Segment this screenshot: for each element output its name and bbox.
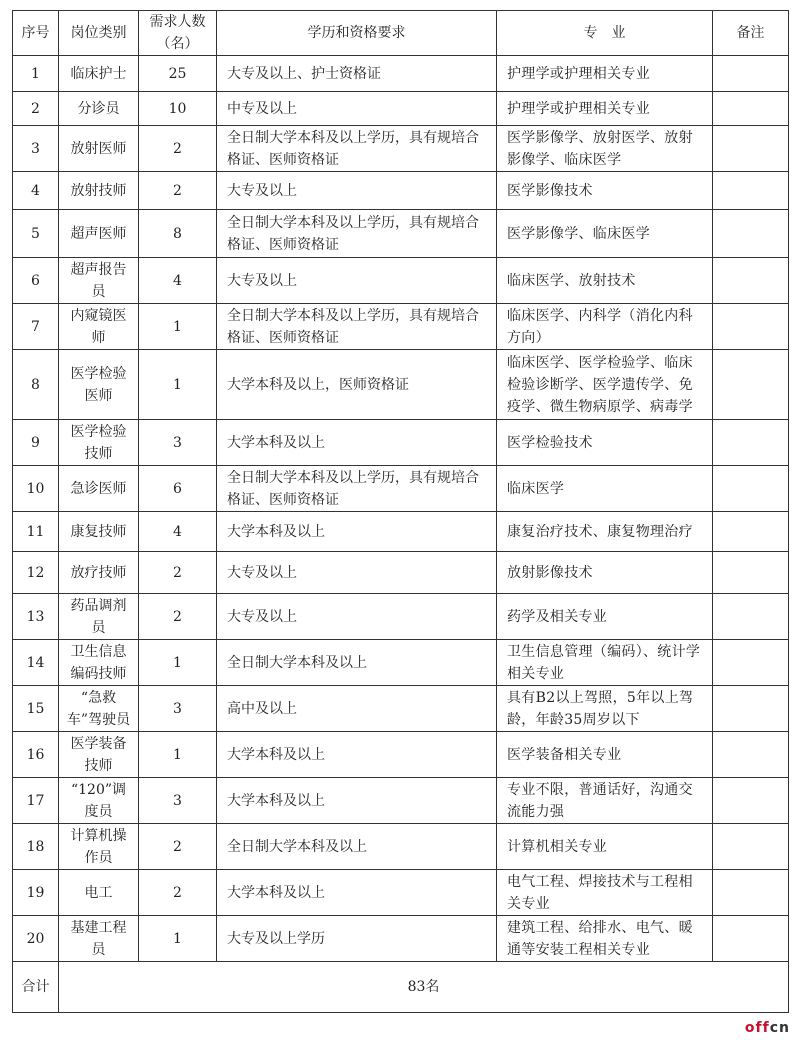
cell-major: 临床医学、内科学（消化内科方向） (497, 304, 713, 350)
cell-seq: 14 (13, 640, 59, 686)
cell-count: 2 (139, 126, 217, 172)
cell-education: 全日制大学本科及以上学历，具有规培合格证、医师资格证 (217, 126, 497, 172)
cell-remark (713, 466, 789, 512)
header-row (13, 11, 789, 56)
cell-seq: 9 (13, 420, 59, 466)
cell-remark (713, 350, 789, 420)
cell-count: 1 (139, 640, 217, 686)
cell-education: 大专及以上 (217, 552, 497, 594)
cell-education: 全日制大学本科及以上学历，具有规培合格证、医师资格证 (217, 466, 497, 512)
cell-count: 3 (139, 778, 217, 824)
cell-remark (713, 56, 789, 92)
cell-major: 建筑工程、给排水、电气、暖通等安装工程相关专业 (497, 916, 713, 962)
cell-education: 全日制大学本科及以上 (217, 640, 497, 686)
cell-count: 2 (139, 552, 217, 594)
cell-remark (713, 258, 789, 304)
header-count: 需求人数（名） (139, 11, 217, 56)
table-body (13, 56, 789, 962)
total-label: 合计 (13, 962, 59, 1013)
cell-remark (713, 126, 789, 172)
cell-seq: 13 (13, 594, 59, 640)
cell-category: 医学检验技师 (59, 420, 139, 466)
cell-seq: 3 (13, 126, 59, 172)
cell-remark (713, 172, 789, 210)
cell-education: 大专及以上 (217, 172, 497, 210)
table-row (13, 594, 789, 640)
table-row (13, 92, 789, 126)
cell-seq: 7 (13, 304, 59, 350)
cell-major: 医学装备相关专业 (497, 732, 713, 778)
cell-count: 10 (139, 92, 217, 126)
cell-major: 计算机相关专业 (497, 824, 713, 870)
cell-category: 计算机操作员 (59, 824, 139, 870)
table-row (13, 172, 789, 210)
cell-count: 2 (139, 824, 217, 870)
cell-category: 医学装备技师 (59, 732, 139, 778)
cell-seq: 20 (13, 916, 59, 962)
cell-remark (713, 916, 789, 962)
cell-remark (713, 824, 789, 870)
cell-category: 药品调剂员 (59, 594, 139, 640)
header-major: 专 业 (497, 11, 713, 56)
cell-major: 临床医学、放射技术 (497, 258, 713, 304)
cell-education: 大专及以上 (217, 258, 497, 304)
cell-education: 大专及以上、护士资格证 (217, 56, 497, 92)
cell-education: 大学本科及以上，医师资格证 (217, 350, 497, 420)
cell-major: 专业不限，普通话好，沟通交流能力强 (497, 778, 713, 824)
cell-category: 放射医师 (59, 126, 139, 172)
recruitment-table (12, 10, 789, 1013)
table-row (13, 686, 789, 732)
cell-education: 高中及以上 (217, 686, 497, 732)
cell-major: 医学影像学、临床医学 (497, 210, 713, 258)
cell-seq: 11 (13, 512, 59, 552)
cell-seq: 1 (13, 56, 59, 92)
cell-major: 临床医学、医学检验学、临床检验诊断学、医学遗传学、免疫学、微生物病原学、病毒学 (497, 350, 713, 420)
cell-major: 护理学或护理相关专业 (497, 56, 713, 92)
cell-education: 大学本科及以上 (217, 420, 497, 466)
cell-seq: 2 (13, 92, 59, 126)
cell-education: 大专及以上学历 (217, 916, 497, 962)
table-row (13, 56, 789, 92)
cell-major: 放射影像技术 (497, 552, 713, 594)
offcn-watermark-logo (745, 1020, 790, 1036)
cell-major: 卫生信息管理（编码）、统计学相关专业 (497, 640, 713, 686)
cell-remark (713, 594, 789, 640)
cell-seq: 17 (13, 778, 59, 824)
cell-major: 药学及相关专业 (497, 594, 713, 640)
cell-seq: 15 (13, 686, 59, 732)
cell-category: 放疗技师 (59, 552, 139, 594)
cell-category: 基建工程员 (59, 916, 139, 962)
table-row (13, 258, 789, 304)
cell-count: 1 (139, 350, 217, 420)
cell-count: 2 (139, 870, 217, 916)
table-row (13, 466, 789, 512)
cell-seq: 19 (13, 870, 59, 916)
cell-count: 2 (139, 172, 217, 210)
cell-category: 内窥镜医师 (59, 304, 139, 350)
table-row (13, 732, 789, 778)
cell-category: “120”调度员 (59, 778, 139, 824)
cell-seq: 16 (13, 732, 59, 778)
cell-major: 康复治疗技术、康复物理治疗 (497, 512, 713, 552)
cell-education: 中专及以上 (217, 92, 497, 126)
watermark-part2: cn (769, 1020, 790, 1036)
table-row (13, 210, 789, 258)
cell-major: 医学检验技术 (497, 420, 713, 466)
cell-seq: 6 (13, 258, 59, 304)
cell-count: 3 (139, 686, 217, 732)
cell-category: 分诊员 (59, 92, 139, 126)
cell-remark (713, 732, 789, 778)
table-row (13, 552, 789, 594)
cell-major: 医学影像技术 (497, 172, 713, 210)
cell-count: 4 (139, 512, 217, 552)
cell-remark (713, 210, 789, 258)
cell-category: 电工 (59, 870, 139, 916)
table-row (13, 640, 789, 686)
cell-count: 25 (139, 56, 217, 92)
total-value: 83名 (59, 962, 789, 1013)
cell-remark (713, 304, 789, 350)
cell-major: 电气工程、焊接技术与工程相关专业 (497, 870, 713, 916)
cell-seq: 10 (13, 466, 59, 512)
cell-category: 康复技师 (59, 512, 139, 552)
header-remark: 备注 (713, 11, 789, 56)
cell-count: 3 (139, 420, 217, 466)
cell-remark (713, 420, 789, 466)
cell-remark (713, 552, 789, 594)
cell-category: 卫生信息编码技师 (59, 640, 139, 686)
cell-category: 超声报告员 (59, 258, 139, 304)
cell-count: 2 (139, 594, 217, 640)
cell-category: 医学检验医师 (59, 350, 139, 420)
cell-category: “急救车”驾驶员 (59, 686, 139, 732)
cell-remark (713, 92, 789, 126)
watermark-part1: off (744, 1020, 770, 1036)
cell-education: 全日制大学本科及以上学历，具有规培合格证、医师资格证 (217, 210, 497, 258)
cell-major: 护理学或护理相关专业 (497, 92, 713, 126)
cell-seq: 5 (13, 210, 59, 258)
cell-seq: 12 (13, 552, 59, 594)
cell-remark (713, 640, 789, 686)
cell-count: 1 (139, 732, 217, 778)
header-category: 岗位类别 (59, 11, 139, 56)
cell-education: 大学本科及以上 (217, 732, 497, 778)
cell-count: 6 (139, 466, 217, 512)
cell-remark (713, 512, 789, 552)
table-row (13, 512, 789, 552)
cell-category: 放射技师 (59, 172, 139, 210)
table-row (13, 126, 789, 172)
cell-category: 临床护士 (59, 56, 139, 92)
cell-seq: 4 (13, 172, 59, 210)
table-row (13, 420, 789, 466)
table-row (13, 870, 789, 916)
cell-remark (713, 778, 789, 824)
cell-category: 超声医师 (59, 210, 139, 258)
table-row (13, 350, 789, 420)
header-education: 学历和资格要求 (217, 11, 497, 56)
cell-seq: 8 (13, 350, 59, 420)
table-row (13, 916, 789, 962)
cell-count: 8 (139, 210, 217, 258)
cell-major: 临床医学 (497, 466, 713, 512)
cell-education: 全日制大学本科及以上 (217, 824, 497, 870)
cell-seq: 18 (13, 824, 59, 870)
cell-education: 全日制大学本科及以上学历，具有规培合格证、医师资格证 (217, 304, 497, 350)
cell-major: 医学影像学、放射医学、放射影像学、临床医学 (497, 126, 713, 172)
cell-count: 1 (139, 916, 217, 962)
cell-count: 1 (139, 304, 217, 350)
header-seq: 序号 (13, 11, 59, 56)
cell-major: 具有B2以上驾照，5年以上驾龄，年龄35周岁以下 (497, 686, 713, 732)
cell-education: 大学本科及以上 (217, 778, 497, 824)
cell-category: 急诊医师 (59, 466, 139, 512)
table-row (13, 824, 789, 870)
cell-count: 4 (139, 258, 217, 304)
total-row (13, 962, 789, 1013)
table-row (13, 304, 789, 350)
cell-education: 大专及以上 (217, 594, 497, 640)
cell-remark (713, 870, 789, 916)
cell-remark (713, 686, 789, 732)
cell-education: 大学本科及以上 (217, 512, 497, 552)
cell-education: 大学本科及以上 (217, 870, 497, 916)
table-row (13, 778, 789, 824)
